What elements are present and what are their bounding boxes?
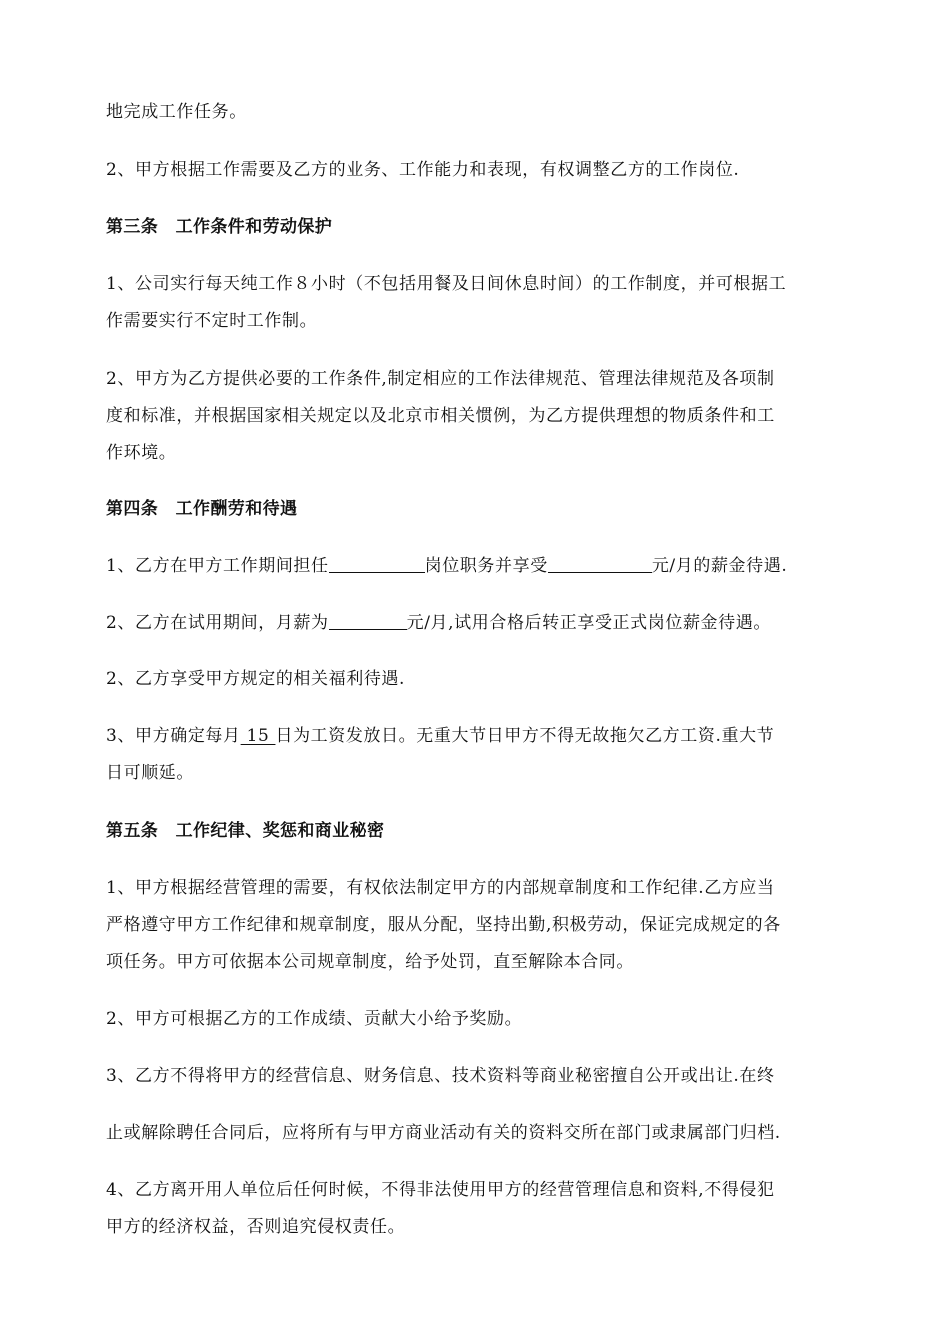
- paragraph-line: 严格遵守甲方工作纪律和规章制度，服从分配，坚持出勤,积极劳动，保证完成规定的各: [106, 915, 781, 935]
- paragraph-line: 日可顺延。: [106, 763, 194, 783]
- section-heading-3: 第三条 工作条件和劳动保护: [106, 217, 333, 237]
- probation-line: [106, 611, 851, 635]
- salary-text-1: 1、乙方在甲方工作期间担任: [106, 556, 329, 576]
- paragraph-line: 2、甲方可根据乙方的工作成绩、贡献大小给予奖励。: [106, 1009, 523, 1029]
- paragraph-line: 项任务。甲方可依据本公司规章制度，给予处罚，直至解除本合同。: [106, 952, 634, 972]
- probation-text-1: 2、乙方在试用期间，月薪为: [106, 613, 329, 633]
- probation-text-2: 元/月,试用合格后转正享受正式岗位薪金待遇。: [406, 613, 771, 633]
- paragraph-line: 3、乙方不得将甲方的经营信息、财务信息、技术资料等商业秘密擅自公开或出让.在终: [106, 1066, 775, 1086]
- salary-text-2: 岗位职务并享受: [424, 556, 548, 576]
- salary-text-3: 元/月的薪金待遇.: [651, 556, 788, 576]
- paragraph-line: 度和标准，并根据国家相关规定以及北京市相关惯例，为乙方提供理想的物质条件和工: [106, 406, 775, 426]
- section-heading-4: 第四条 工作酬劳和待遇: [106, 499, 298, 519]
- paragraph-line: 1、甲方根据经营管理的需要，有权依法制定甲方的内部规章制度和工作纪律.乙方应当: [106, 878, 775, 898]
- payday-day: 15: [240, 726, 276, 746]
- paragraph-line: 4、乙方离开用人单位后任何时候，不得非法使用甲方的经营管理信息和资料,不得侵犯: [106, 1180, 775, 1200]
- section-heading-5: 第五条 工作纪律、奖惩和商业秘密: [106, 821, 385, 841]
- probation-amount-blank: [329, 611, 407, 630]
- paragraph-line: 作环境。: [106, 443, 177, 463]
- paragraph-line: 地完成工作任务。: [106, 102, 247, 122]
- paragraph-line: 甲方的经济权益，否则追究侵权责任。: [106, 1217, 406, 1237]
- paragraph-line: 1、公司实行每天纯工作８小时（不包括用餐及日间休息时间）的工作制度，并可根据工: [106, 274, 787, 294]
- paragraph-line: 2、乙方享受甲方规定的相关福利待遇.: [106, 669, 406, 689]
- paragraph-line: 止或解除聘任合同后，应将所有与甲方商业活动有关的资料交所在部门或隶属部门归档.: [106, 1123, 781, 1143]
- position-blank: [329, 554, 425, 573]
- salary-line: [106, 554, 851, 578]
- payday-line: [106, 724, 851, 748]
- paragraph-line: 2、甲方为乙方提供必要的工作条件,制定相应的工作法律规范、管理法律规范及各项制: [106, 369, 775, 389]
- payday-text-1: 3、甲方确定每月: [106, 726, 241, 746]
- salary-amount-blank: [548, 554, 652, 573]
- payday-text-2: 日为工资发放日。无重大节日甲方不得无故拖欠乙方工资.重大节: [275, 726, 775, 746]
- paragraph-line: 2、甲方根据工作需要及乙方的业务、工作能力和表现，有权调整乙方的工作岗位.: [106, 160, 740, 180]
- paragraph-line: 作需要实行不定时工作制。: [106, 311, 318, 331]
